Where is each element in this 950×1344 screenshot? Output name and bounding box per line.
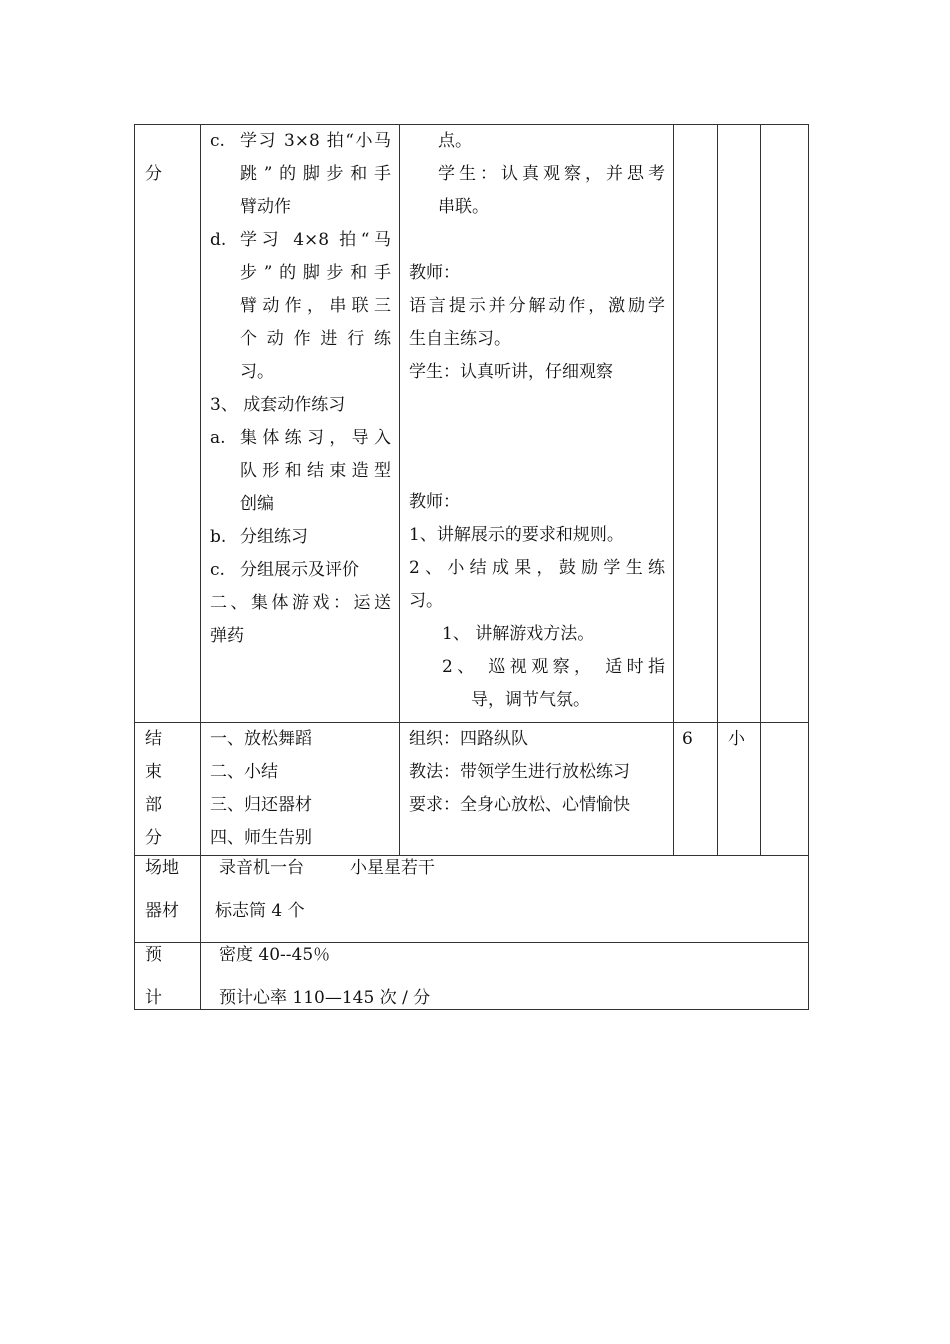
section-label: 分 (145, 164, 162, 184)
equipment-cell (201, 856, 809, 943)
game-title-cont: 弹药 (210, 626, 244, 646)
estimate-row (135, 943, 809, 1010)
time-cell (674, 125, 718, 723)
equipment-row (135, 856, 809, 943)
list-item: b. 分组练习 (210, 527, 308, 547)
section-label-cell: 结 束 部 分 (135, 723, 201, 856)
section-heading: 3、 成套动作练习 (210, 395, 346, 415)
list-item: c. 学习 3×8 拍“小马 跳”的脚步和手 臂动作 (210, 131, 391, 217)
list-item: 四、师生告别 (210, 828, 312, 848)
intensity-cell (718, 125, 761, 723)
heart-rate-text: 预计心率 110—145 次 / 分 (219, 988, 431, 1008)
estimate-cell (201, 943, 809, 1010)
extra-cell (761, 723, 809, 856)
estimate-label-cell: 预 计 (135, 943, 201, 1010)
intensity-cell (718, 723, 761, 856)
game-title: 二、集体游戏：运送 (210, 593, 391, 613)
equipment-label-cell: 场地 器材 (135, 856, 201, 943)
extra-cell (761, 125, 809, 723)
end-section-row (135, 723, 809, 856)
content-cell (201, 125, 400, 723)
time-cell (674, 723, 718, 856)
list-item: 一、放松舞蹈 (210, 729, 312, 749)
list-item: c. 分组展示及评价 (210, 560, 359, 580)
density-text: 密度 40--45％ (219, 945, 331, 965)
time-value: 6 (682, 729, 693, 749)
method-cell: 组织：四路纵队 教法：带领学生进行放松练习 要求：全身心放松、心情愉快 (400, 723, 674, 856)
list-item: 二、小结 (210, 762, 278, 782)
main-section-row (135, 125, 809, 723)
list-item: d. 学习 4×8 拍“马 步”的脚步和手 臂动作，串联三 个动作进行练 习。 (210, 230, 391, 382)
section-label-cell (135, 125, 201, 723)
method-cell: 点。 学生：认真观察，并思考 串联。 教师： 语言提示并分解动作，激励学 生自主练习。 学生：认真听讲，仔细观察 教师： 1、讲解展示的要求和规则。 2、小结成果，鼓励学生练 习。 1、 讲解游戏方法。 2、 巡视观察， 适时指 导，调节气氛。 (400, 125, 674, 723)
list-item: a. 集体练习，导入 队形和结束造型 创编 (210, 428, 391, 514)
intensity-value: 小 (728, 729, 745, 749)
equipment-item: 小星星若干 (350, 858, 435, 878)
equipment-item: 标志筒 4 个 (215, 901, 305, 921)
equipment-item: 录音机一台 (219, 858, 304, 878)
lesson-plan-table (134, 124, 809, 1010)
content-cell (201, 723, 400, 856)
list-item: 三、归还器材 (210, 795, 312, 815)
